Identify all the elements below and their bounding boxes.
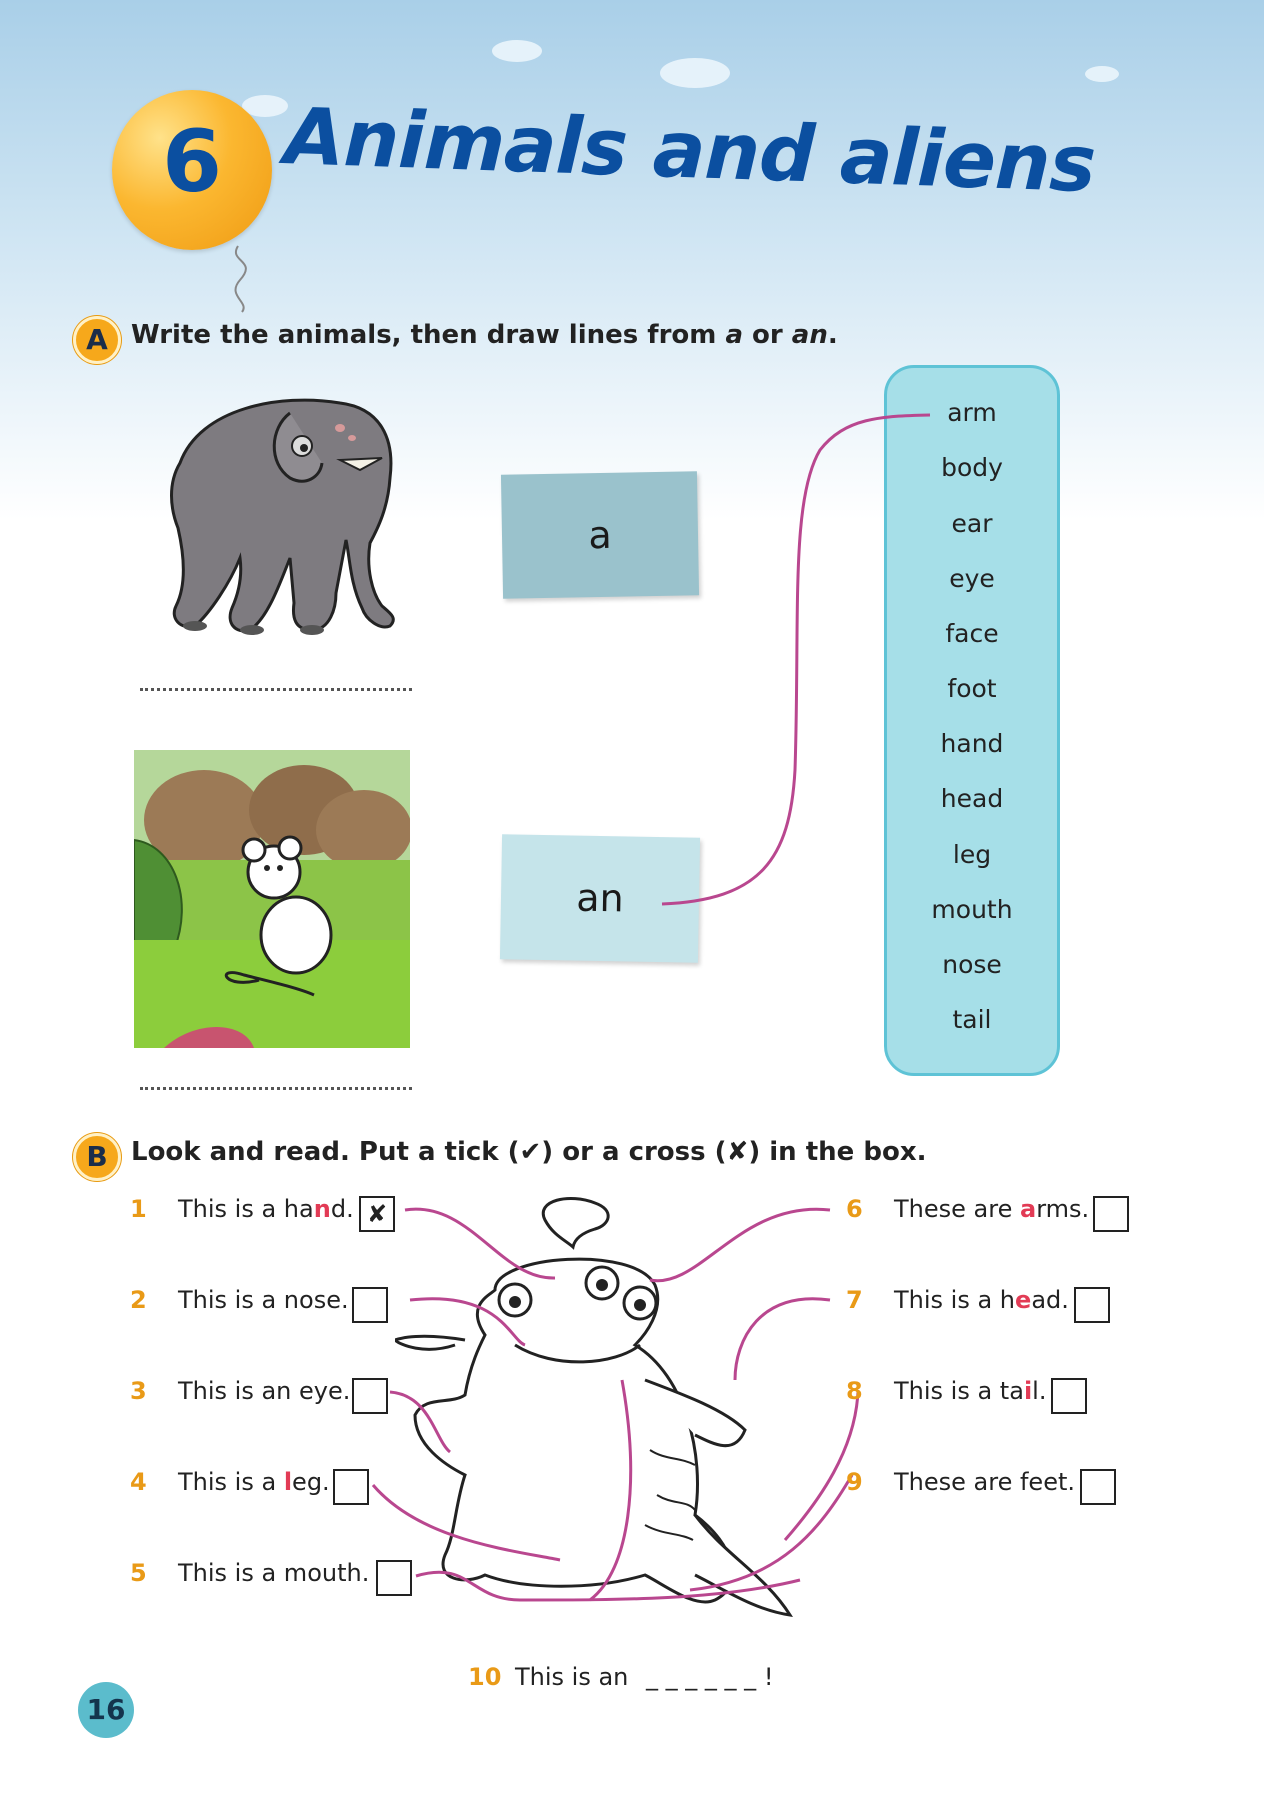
item-sentence <box>894 1195 1089 1223</box>
word-item[interactable]: nose <box>942 950 1002 979</box>
card-an[interactable]: an <box>500 834 700 962</box>
item-number: 10 <box>468 1663 502 1691</box>
item-sentence <box>178 1377 350 1405</box>
answer-blank[interactable]: _ _ _ _ _ _ <box>646 1663 757 1691</box>
answer-checkbox[interactable]: ✘ <box>359 1196 395 1232</box>
item-number: 3 <box>130 1377 147 1405</box>
instruction-a: a <box>725 320 743 350</box>
item-number: 4 <box>130 1468 147 1496</box>
word-item[interactable]: arm <box>947 398 997 427</box>
word-item[interactable]: head <box>940 784 1004 813</box>
item-number: 7 <box>846 1286 863 1314</box>
answer-checkbox[interactable] <box>352 1378 388 1414</box>
word-item[interactable]: tail <box>952 1005 992 1034</box>
final-sentence <box>515 1663 773 1691</box>
section-b-instruction: Look and read. Put a tick (✔) or a cross (✘) in the box. <box>131 1137 927 1167</box>
sentence-text: These are feet. <box>894 1468 1075 1496</box>
answer-checkbox[interactable] <box>376 1560 412 1596</box>
word-item[interactable]: foot <box>947 674 997 703</box>
word-item[interactable]: body <box>941 453 1003 482</box>
word-item[interactable]: mouth <box>931 895 1013 924</box>
word-item[interactable]: leg <box>952 840 992 869</box>
highlight-letter: l <box>283 1468 293 1496</box>
answer-checkbox[interactable] <box>333 1469 369 1505</box>
word-item[interactable]: ear <box>951 509 993 538</box>
unit-title: Animals and aliens <box>282 92 1097 211</box>
item-number: 9 <box>846 1468 863 1496</box>
card-a[interactable]: a <box>501 471 699 598</box>
item-sentence <box>178 1559 369 1587</box>
highlight-letter: i <box>1023 1377 1033 1405</box>
item-number: 2 <box>130 1286 147 1314</box>
highlight-letter: a <box>1019 1195 1037 1223</box>
sentence-text: This is an eye. <box>178 1377 351 1405</box>
item-sentence <box>894 1286 1069 1314</box>
sentence-text: ad. <box>1031 1286 1069 1314</box>
page-number: 16 <box>78 1682 134 1738</box>
item-number: 1 <box>130 1195 147 1223</box>
sentence-text: This is a nose. <box>178 1286 349 1314</box>
instruction-text: Write the animals, then draw lines from <box>131 320 726 350</box>
sentence-text: This is a <box>178 1468 284 1496</box>
answer-checkbox[interactable] <box>1093 1196 1129 1232</box>
answer-checkbox[interactable] <box>1051 1378 1087 1414</box>
item-number: 6 <box>846 1195 863 1223</box>
sentence-text: d. <box>330 1195 354 1223</box>
instruction-text: or <box>742 320 792 350</box>
sentence-text: eg. <box>292 1468 330 1496</box>
section-a-badge: A <box>73 316 121 364</box>
sentence-text: rms. <box>1036 1195 1090 1223</box>
item-sentence <box>894 1468 1075 1496</box>
sentence-text: This is a ha <box>178 1195 314 1223</box>
sentence-text: l. <box>1032 1377 1047 1405</box>
answer-checkbox[interactable] <box>1080 1469 1116 1505</box>
item-number: 8 <box>846 1377 863 1405</box>
sentence-text: This is an <box>515 1663 629 1691</box>
highlight-letter: n <box>313 1195 331 1223</box>
instruction-an: an <box>791 320 828 350</box>
item-sentence <box>178 1286 349 1314</box>
sentence-text: This is a mouth. <box>178 1559 370 1587</box>
sentence-text: These are <box>894 1195 1020 1223</box>
sentence-text: This is a ta <box>894 1377 1024 1405</box>
instruction-text: . <box>827 320 838 350</box>
section-b-badge: B <box>73 1133 121 1181</box>
item-number: 5 <box>130 1559 147 1587</box>
word-item[interactable]: eye <box>949 564 995 593</box>
item-sentence <box>178 1468 330 1496</box>
answer-checkbox[interactable] <box>352 1287 388 1323</box>
highlight-letter: e <box>1015 1286 1032 1314</box>
answer-checkbox[interactable] <box>1074 1287 1110 1323</box>
sentence-end: ! <box>763 1663 774 1691</box>
word-item[interactable]: hand <box>940 729 1004 758</box>
item-sentence <box>894 1377 1046 1405</box>
item-sentence <box>178 1195 354 1223</box>
word-item[interactable]: face <box>945 619 999 648</box>
unit-number: 6 <box>162 112 222 212</box>
sentence-text: This is a h <box>894 1286 1016 1314</box>
